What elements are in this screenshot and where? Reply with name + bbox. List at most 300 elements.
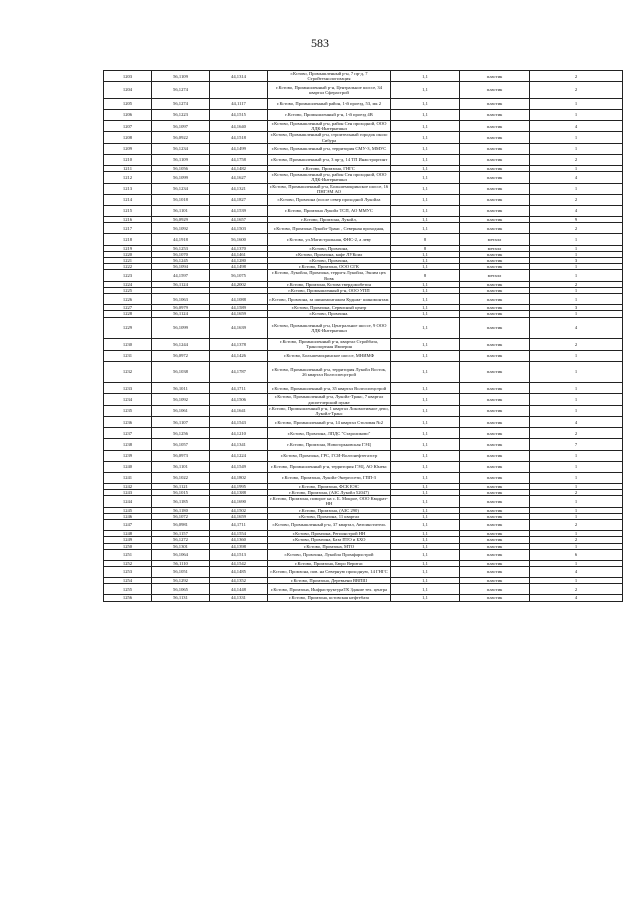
address-cell: г.Кстово, Промышленный р-н, Центральное шоссе, 34 квартал Сферастрой bbox=[268, 82, 391, 98]
row-number-cell: 1235 bbox=[104, 405, 152, 416]
longitude-cell: 44,1549 bbox=[210, 461, 268, 472]
address-cell: г.Кстово, Промзона, за шиномонтажом Кудьма- шиномонтаж bbox=[268, 294, 391, 305]
table-row bbox=[104, 98, 623, 109]
row-number-cell: 1215 bbox=[104, 206, 152, 217]
longitude-cell: 44,1388 bbox=[210, 490, 268, 496]
material-cell: пластик bbox=[460, 461, 530, 472]
row-number-cell: 1220 bbox=[104, 251, 152, 257]
table-row bbox=[104, 120, 623, 131]
material-cell: пластик bbox=[460, 472, 530, 483]
latitude-cell: 56,1121 bbox=[152, 483, 210, 489]
longitude-cell: 44,1499 bbox=[210, 143, 268, 154]
volume-cell: 8 bbox=[391, 234, 460, 245]
address-cell: г.Кстово, Промзона, ИнфраструктураТК Здание тех. центра bbox=[268, 584, 391, 595]
longitude-cell: 44,1360 bbox=[210, 537, 268, 543]
row-number-cell: 1232 bbox=[104, 361, 152, 383]
latitude-cell: 56,1234 bbox=[152, 183, 210, 194]
row-number-cell: 1210 bbox=[104, 154, 152, 165]
volume-cell: 1,1 bbox=[391, 311, 460, 317]
material-cell: пластик bbox=[460, 531, 530, 537]
material-cell: пластик bbox=[460, 82, 530, 98]
address-cell: г.Кстово, Промышленный р-н, ООО УПП bbox=[268, 287, 391, 293]
material-cell: металл bbox=[460, 270, 530, 281]
material-cell: пластик bbox=[460, 584, 530, 595]
table-body bbox=[104, 71, 623, 602]
volume-cell: 1,1 bbox=[391, 98, 460, 109]
address-cell: г.Кстово, Промзона, bbox=[268, 257, 391, 263]
longitude-cell: 44,1639 bbox=[210, 317, 268, 339]
volume-cell: 1,1 bbox=[391, 507, 460, 513]
table-row bbox=[104, 317, 623, 339]
address-cell: г.Кстово, Промышленный р-н, 37 квартал, Автоинститель bbox=[268, 520, 391, 531]
longitude-cell: 44,1331 bbox=[210, 595, 268, 601]
count-cell: 7 bbox=[530, 439, 623, 450]
latitude-cell: 56,1018 bbox=[152, 194, 210, 205]
row-number-cell: 1255 bbox=[104, 584, 152, 595]
address-cell: г.Кстово, Промзона, (АЗС 290) bbox=[268, 507, 391, 513]
page-number: 583 bbox=[311, 36, 329, 50]
longitude-cell: 44,1827 bbox=[210, 194, 268, 205]
volume-cell: 1,1 bbox=[391, 294, 460, 305]
row-number-cell: 1219 bbox=[104, 245, 152, 251]
table-row bbox=[104, 461, 623, 472]
address-cell: г.Кстово, Промзона, Сервисный центр bbox=[268, 305, 391, 311]
volume-cell: 8 bbox=[391, 270, 460, 281]
count-cell: 3 bbox=[530, 257, 623, 263]
volume-cell: 1,1 bbox=[391, 109, 460, 120]
longitude-cell: 44,1659 bbox=[210, 311, 268, 317]
volume-cell: 1,1 bbox=[391, 531, 460, 537]
longitude-cell: 44,1224 bbox=[210, 450, 268, 461]
longitude-cell: 44,1515 bbox=[210, 109, 268, 120]
volume-cell: 1,1 bbox=[391, 383, 460, 394]
address-cell: г.Кстово, Промзона, Лукойл, bbox=[268, 217, 391, 223]
volume-cell: 1,1 bbox=[391, 450, 460, 461]
count-cell: 2 bbox=[530, 584, 623, 595]
volume-cell: 1,1 bbox=[391, 287, 460, 293]
address-cell: г.Кстово, Промышленный р-н, 1 квартал Локомотивное депо, Лукойл-Транс bbox=[269, 405, 389, 417]
row-number-cell: 1206 bbox=[104, 109, 152, 120]
address-cell: г.Кстово, Промзона, ЛПДС "Староликово" bbox=[268, 428, 391, 439]
table-row bbox=[104, 584, 623, 595]
longitude-cell: 44,1482 bbox=[210, 165, 268, 171]
count-cell: 3 bbox=[530, 305, 623, 311]
volume-cell: 1,1 bbox=[391, 71, 460, 82]
table-row bbox=[104, 71, 623, 82]
material-cell: пластик bbox=[460, 394, 530, 405]
material-cell: пластик bbox=[460, 549, 530, 560]
material-cell: пластик bbox=[460, 496, 530, 507]
volume-cell: 1,1 bbox=[391, 428, 460, 439]
longitude-cell: 44,1378 bbox=[210, 339, 268, 350]
volume-cell: 1,1 bbox=[391, 206, 460, 217]
material-cell: пластик bbox=[460, 257, 530, 263]
material-cell: пластик bbox=[460, 172, 530, 183]
material-cell: пластик bbox=[460, 109, 530, 120]
latitude-cell: 56,1101 bbox=[152, 461, 210, 472]
volume-cell: 1,1 bbox=[391, 520, 460, 531]
latitude-cell: 56,1064 bbox=[152, 549, 210, 560]
latitude-cell: 56,1245 bbox=[152, 257, 210, 263]
address-cell: г.Кстово, Промзона Лукойл ТСП, АО ММУС bbox=[268, 206, 391, 217]
address-cell: г.Кстово, Промзона, ООО СГК bbox=[268, 264, 391, 270]
row-number-cell: 1222 bbox=[104, 264, 152, 270]
longitude-cell: 44,1758 bbox=[210, 154, 268, 165]
material-cell: пластик bbox=[460, 154, 530, 165]
row-number-cell: 1236 bbox=[104, 417, 152, 428]
volume-cell: 1,1 bbox=[391, 567, 460, 578]
row-number-cell: 1231 bbox=[104, 350, 152, 361]
longitude-cell: 44,1088 bbox=[210, 294, 268, 305]
address-cell: г.Кстово, Промзона, кстовская нефтебаза bbox=[268, 595, 391, 601]
count-cell: 2 bbox=[530, 194, 623, 205]
count-cell: 1 bbox=[530, 496, 623, 507]
material-cell: пластик bbox=[460, 120, 530, 131]
table-row bbox=[104, 206, 623, 217]
count-cell: 1 bbox=[530, 165, 623, 171]
latitude-cell: 56,0972 bbox=[152, 350, 210, 361]
longitude-cell: 44,1314 bbox=[210, 71, 268, 82]
address-cell: г.Кстово, Промышленный р-н, Центральное шоссе, 9 ООО ЛДК-Интернешнл bbox=[268, 317, 391, 339]
row-number-cell: 1242 bbox=[104, 483, 152, 489]
address-cell: г.Кстово, Большемокринское шоссе, МНИМФ bbox=[268, 350, 391, 361]
material-cell: пластик bbox=[460, 428, 530, 439]
count-cell: 1 bbox=[530, 311, 623, 317]
longitude-cell: 44,2002 bbox=[210, 281, 268, 287]
volume-cell: 1,1 bbox=[391, 417, 460, 428]
count-cell: 1 bbox=[530, 264, 623, 270]
latitude-cell: 56,1072 bbox=[152, 513, 210, 519]
count-cell: 1 bbox=[530, 383, 623, 394]
count-cell: 4 bbox=[530, 317, 623, 339]
row-number-cell: 1252 bbox=[104, 560, 152, 566]
material-cell: пластик bbox=[460, 71, 530, 82]
row-number-cell: 1216 bbox=[104, 217, 152, 223]
latitude-cell: 56,1180 bbox=[152, 507, 210, 513]
material-cell: пластик bbox=[460, 339, 530, 350]
row-number-cell: 1244 bbox=[104, 496, 152, 507]
count-cell: 1 bbox=[530, 270, 623, 281]
volume-cell: 1,1 bbox=[391, 350, 460, 361]
count-cell: 1 bbox=[530, 531, 623, 537]
address-cell: г.Кстово, Промзона, ГНГС bbox=[268, 165, 391, 171]
count-cell: 2 bbox=[530, 223, 623, 234]
material-cell: пластик bbox=[460, 294, 530, 305]
row-number-cell: 1226 bbox=[104, 294, 152, 305]
row-number-cell: 1214 bbox=[104, 194, 152, 205]
address-cell: г.Кстово, Промзона. bbox=[268, 311, 391, 317]
count-cell: 1 bbox=[530, 405, 623, 416]
longitude-cell: 44,1448 bbox=[210, 584, 268, 595]
table-row bbox=[104, 549, 623, 560]
latitude-cell: 56,1274 bbox=[152, 82, 210, 98]
latitude-cell: 56,1038 bbox=[152, 361, 210, 383]
row-number-cell: 1237 bbox=[104, 428, 152, 439]
volume-cell: 1,1 bbox=[391, 264, 460, 270]
material-cell: пластик bbox=[460, 560, 530, 566]
latitude-cell: 56,1109 bbox=[152, 154, 210, 165]
longitude-cell: 44,1485 bbox=[210, 567, 268, 578]
volume-cell: 1,1 bbox=[391, 496, 460, 507]
table-row bbox=[104, 183, 623, 194]
row-number-cell: 1229 bbox=[104, 317, 152, 339]
row-number-cell: 1230 bbox=[104, 339, 152, 350]
row-number-cell: 1238 bbox=[104, 439, 152, 450]
volume-cell: 1,1 bbox=[391, 82, 460, 98]
table-row bbox=[104, 294, 623, 305]
row-number-cell: 1228 bbox=[104, 311, 152, 317]
address-cell: г.Кстово, Промышленный р-н, 35 квартал Волгоспецстрой bbox=[268, 383, 391, 394]
address-cell: г.Кстово, Промзона, ФСК ЕЭС bbox=[268, 483, 391, 489]
count-cell: 1 bbox=[530, 183, 623, 194]
row-number-cell: 1243 bbox=[104, 490, 152, 496]
row-number-cell: 1234 bbox=[104, 394, 152, 405]
longitude-cell: 44,1543 bbox=[210, 417, 268, 428]
address-cell: г.Кстово, Промзона, кафе ЛУКоил bbox=[268, 251, 391, 257]
latitude-cell: 56,1092 bbox=[152, 394, 210, 405]
count-cell: 1 bbox=[530, 132, 623, 143]
longitude-cell: 44,1554 bbox=[210, 531, 268, 537]
longitude-cell: 44,1117 bbox=[210, 98, 268, 109]
latitude-cell: 56,1124 bbox=[152, 311, 210, 317]
table-row bbox=[104, 394, 623, 405]
material-cell: пластик bbox=[460, 513, 530, 519]
volume-cell: 1,1 bbox=[391, 394, 460, 405]
table-row bbox=[104, 428, 623, 439]
count-cell: 1 bbox=[530, 513, 623, 519]
material-cell: пластик bbox=[460, 223, 530, 234]
count-cell: 4 bbox=[530, 206, 623, 217]
count-cell: 1 bbox=[530, 507, 623, 513]
count-cell: 1 bbox=[530, 578, 623, 584]
latitude-cell: 56,1272 bbox=[152, 537, 210, 543]
volume-cell: 1,1 bbox=[391, 361, 460, 383]
material-cell: пластик bbox=[460, 578, 530, 584]
longitude-cell: 44,1426 bbox=[210, 350, 268, 361]
volume-cell: 1,1 bbox=[391, 194, 460, 205]
latitude-cell: 56,1022 bbox=[152, 472, 210, 483]
address-cell: г.Кстово, Промзона, пов. на Северную проходную, 14 ГНГС bbox=[268, 567, 391, 578]
row-number-cell: 1241 bbox=[104, 472, 152, 483]
volume-cell: 1,1 bbox=[391, 120, 460, 131]
row-number-cell: 1248 bbox=[104, 531, 152, 537]
count-cell: 1 bbox=[530, 461, 623, 472]
address-cell: г.Кстово, Промышленный район, 1-й проезд, 53, мк 2 bbox=[268, 98, 391, 109]
row-number-cell: 1253 bbox=[104, 567, 152, 578]
address-cell: г.Кстово, Промзона Лукойл-Транс , Северная проходная, bbox=[268, 223, 391, 234]
material-cell: пластик bbox=[460, 350, 530, 361]
address-cell: г.Кстово, Промзона, База ПТО и БХО bbox=[268, 537, 391, 543]
material-cell: пластик bbox=[460, 490, 530, 496]
address-cell: г.Кстово, Промышленный р-н, район Сен проходной, ООО ЛДК-Интернешнл bbox=[268, 120, 391, 131]
volume-cell: 1,1 bbox=[391, 584, 460, 595]
longitude-cell: 44,1498 bbox=[210, 264, 268, 270]
volume-cell: 1,1 bbox=[391, 154, 460, 165]
address-cell: г.Кстово, Промышленный р-н, Большемокринское шоссе, 16 ПНГЭМ АО bbox=[268, 183, 391, 194]
row-number-cell: 1240 bbox=[104, 461, 152, 472]
volume-cell: 1,1 bbox=[391, 472, 460, 483]
latitude-cell: 56,1234 bbox=[152, 143, 210, 154]
row-number-cell: 1227 bbox=[104, 305, 152, 311]
material-cell: пластик bbox=[460, 405, 530, 416]
count-cell: 1 bbox=[530, 98, 623, 109]
table-row bbox=[104, 520, 623, 531]
count-cell: 2 bbox=[530, 281, 623, 287]
row-number-cell: 1204 bbox=[104, 82, 152, 98]
count-cell: 2 bbox=[530, 428, 623, 439]
table-row bbox=[104, 223, 623, 234]
table-row bbox=[104, 567, 623, 578]
table-row bbox=[104, 350, 623, 361]
address-cell: г.Кстово, Промзона, Деревьени ВВПШ bbox=[268, 578, 391, 584]
latitude-cell: 56,1223 bbox=[152, 109, 210, 120]
volume-cell: 1,1 bbox=[391, 223, 460, 234]
latitude-cell: 44,1918 bbox=[152, 234, 210, 245]
volume-cell: 1,1 bbox=[391, 217, 460, 223]
latitude-cell: 56,1097 bbox=[152, 120, 210, 131]
latitude-cell: 56,1065 bbox=[152, 584, 210, 595]
row-number-cell: 1239 bbox=[104, 450, 152, 461]
count-cell: 1 bbox=[530, 287, 623, 293]
count-cell: 9 bbox=[530, 217, 623, 223]
material-cell: пластик bbox=[460, 537, 530, 543]
longitude-cell: 44,1802 bbox=[210, 472, 268, 483]
volume-cell: 1,1 bbox=[391, 549, 460, 560]
longitude-cell: 44,1280 bbox=[210, 257, 268, 263]
longitude-cell: 44,1210 bbox=[210, 428, 268, 439]
latitude-cell: 56,0929 bbox=[152, 217, 210, 223]
latitude-cell: 56,1253 bbox=[152, 245, 210, 251]
count-cell: 1 bbox=[530, 472, 623, 483]
material-cell: пластик bbox=[460, 595, 530, 601]
latitude-cell: 56,0979 bbox=[152, 305, 210, 311]
count-cell: 1 bbox=[530, 143, 623, 154]
longitude-cell: 44,1542 bbox=[210, 560, 268, 566]
longitude-cell: 44,1398 bbox=[210, 543, 268, 549]
longitude-cell: 44,1627 bbox=[210, 172, 268, 183]
longitude-cell bbox=[210, 82, 268, 98]
volume-cell: 1,1 bbox=[391, 461, 460, 472]
count-cell: 1 bbox=[530, 245, 623, 251]
volume-cell: 1,1 bbox=[391, 251, 460, 257]
row-number-cell: 1233 bbox=[104, 383, 152, 394]
table-row bbox=[104, 172, 623, 183]
address-cell: г.Кстово, Промзона, Лукойл-Энергосети, ГПП-3 bbox=[268, 472, 391, 483]
address-cell: г.Кстово, Промзона (после север проходной Лукойла bbox=[268, 194, 391, 205]
address-cell: г.Кстово, Промышленный р-н, 1-й проезд 4В bbox=[268, 109, 391, 120]
address-cell: г.Кстово, Промзона, ГРС, ГСИ-Волгонефтегазстр bbox=[268, 450, 391, 461]
row-number-cell: 1251 bbox=[104, 549, 152, 560]
longitude-cell: 44,1711 bbox=[210, 520, 268, 531]
material-cell: пластик bbox=[460, 305, 530, 311]
address-cell: г.Кстово, Промзона, Кстова твердомобетон bbox=[268, 281, 391, 287]
table-row bbox=[104, 496, 623, 507]
material-cell: пластик bbox=[460, 194, 530, 205]
count-cell: 1 bbox=[530, 294, 623, 305]
latitude-cell: 56,1301 bbox=[152, 543, 210, 549]
material-cell: пластик bbox=[460, 98, 530, 109]
material-cell: пластик bbox=[460, 287, 530, 293]
longitude-cell: 44,1640 bbox=[210, 120, 268, 131]
latitude-cell: 56,1274 bbox=[152, 98, 210, 109]
volume-cell: 1,1 bbox=[391, 439, 460, 450]
material-cell: пластик bbox=[460, 183, 530, 194]
row-number-cell: 1223 bbox=[104, 270, 152, 281]
latitude-cell: 56,1099 bbox=[152, 317, 210, 339]
longitude-cell: 44,1539 bbox=[210, 206, 268, 217]
row-number-cell: 1218 bbox=[104, 234, 152, 245]
table-row bbox=[104, 339, 623, 350]
material-cell: металл bbox=[460, 245, 530, 251]
table-row bbox=[104, 109, 623, 120]
material-cell: пластик bbox=[460, 217, 530, 223]
volume-cell: 1,1 bbox=[391, 143, 460, 154]
longitude-cell: 44,1995 bbox=[210, 483, 268, 489]
row-number-cell: 1208 bbox=[104, 132, 152, 143]
table-row bbox=[104, 417, 623, 428]
table-row bbox=[104, 270, 623, 281]
address-cell: г.Кстово, Промзона, Новогорьковская ГЭЦ bbox=[268, 439, 391, 450]
table-row bbox=[104, 383, 623, 394]
latitude-cell: 56,1063 bbox=[152, 294, 210, 305]
material-cell: пластик bbox=[460, 567, 530, 578]
longitude-cell: 44,1506 bbox=[210, 394, 268, 405]
material-cell: пластик bbox=[460, 317, 530, 339]
row-number-cell: 1254 bbox=[104, 578, 152, 584]
latitude-cell: 56,1107 bbox=[152, 417, 210, 428]
count-cell: 4 bbox=[530, 595, 623, 601]
count-cell: 1 bbox=[530, 361, 623, 383]
material-cell: пластик bbox=[460, 383, 530, 394]
row-number-cell: 1212 bbox=[104, 172, 152, 183]
volume-cell: 1,1 bbox=[391, 339, 460, 350]
table-row bbox=[104, 472, 623, 483]
longitude-cell: 44,1513 bbox=[210, 549, 268, 560]
longitude-cell: 44,1370 bbox=[210, 245, 268, 251]
row-number-cell: 1221 bbox=[104, 257, 152, 263]
volume-cell: 1,1 bbox=[391, 537, 460, 543]
count-cell: 1 bbox=[530, 234, 623, 245]
count-cell: 2 bbox=[530, 490, 623, 496]
address-cell: г.Кстово, Промышленный р-н, территория Лукойл Восток, 26 квартал Волгоспецстрой bbox=[268, 361, 391, 383]
count-cell: 6 bbox=[530, 549, 623, 560]
longitude-cell: 44,1690 bbox=[210, 496, 268, 507]
volume-cell: 1,1 bbox=[391, 490, 460, 496]
volume-cell: 1,1 bbox=[391, 595, 460, 601]
volume-cell: 1,1 bbox=[391, 281, 460, 287]
count-cell: 4 bbox=[530, 172, 623, 183]
table-row bbox=[104, 143, 623, 154]
volume-cell: 1,1 bbox=[391, 257, 460, 263]
table-row bbox=[104, 450, 623, 461]
latitude-cell: 56,1101 bbox=[152, 206, 210, 217]
latitude-cell: 44,1597 bbox=[152, 270, 210, 281]
latitude-cell: 56,1131 bbox=[152, 595, 210, 601]
address-cell: г.Кстово, Промышленный р-н, территория СМУ-3, ММУС bbox=[268, 143, 391, 154]
latitude-cell: 56,1056 bbox=[152, 165, 210, 171]
row-number-cell: 1203 bbox=[104, 71, 152, 82]
material-cell: пластик bbox=[460, 543, 530, 549]
latitude-cell: 56,1244 bbox=[152, 339, 210, 350]
count-cell: 1 bbox=[530, 251, 623, 257]
volume-cell: 1,1 bbox=[391, 132, 460, 143]
volume-cell: 1,1 bbox=[391, 165, 460, 171]
row-number-cell: 1256 bbox=[104, 595, 152, 601]
material-cell: пластик bbox=[460, 206, 530, 217]
row-number-cell: 1224 bbox=[104, 281, 152, 287]
volume-cell: 1,1 bbox=[391, 405, 460, 416]
address-cell: г.Кстово, Промзона, 11 квартал bbox=[268, 513, 391, 519]
